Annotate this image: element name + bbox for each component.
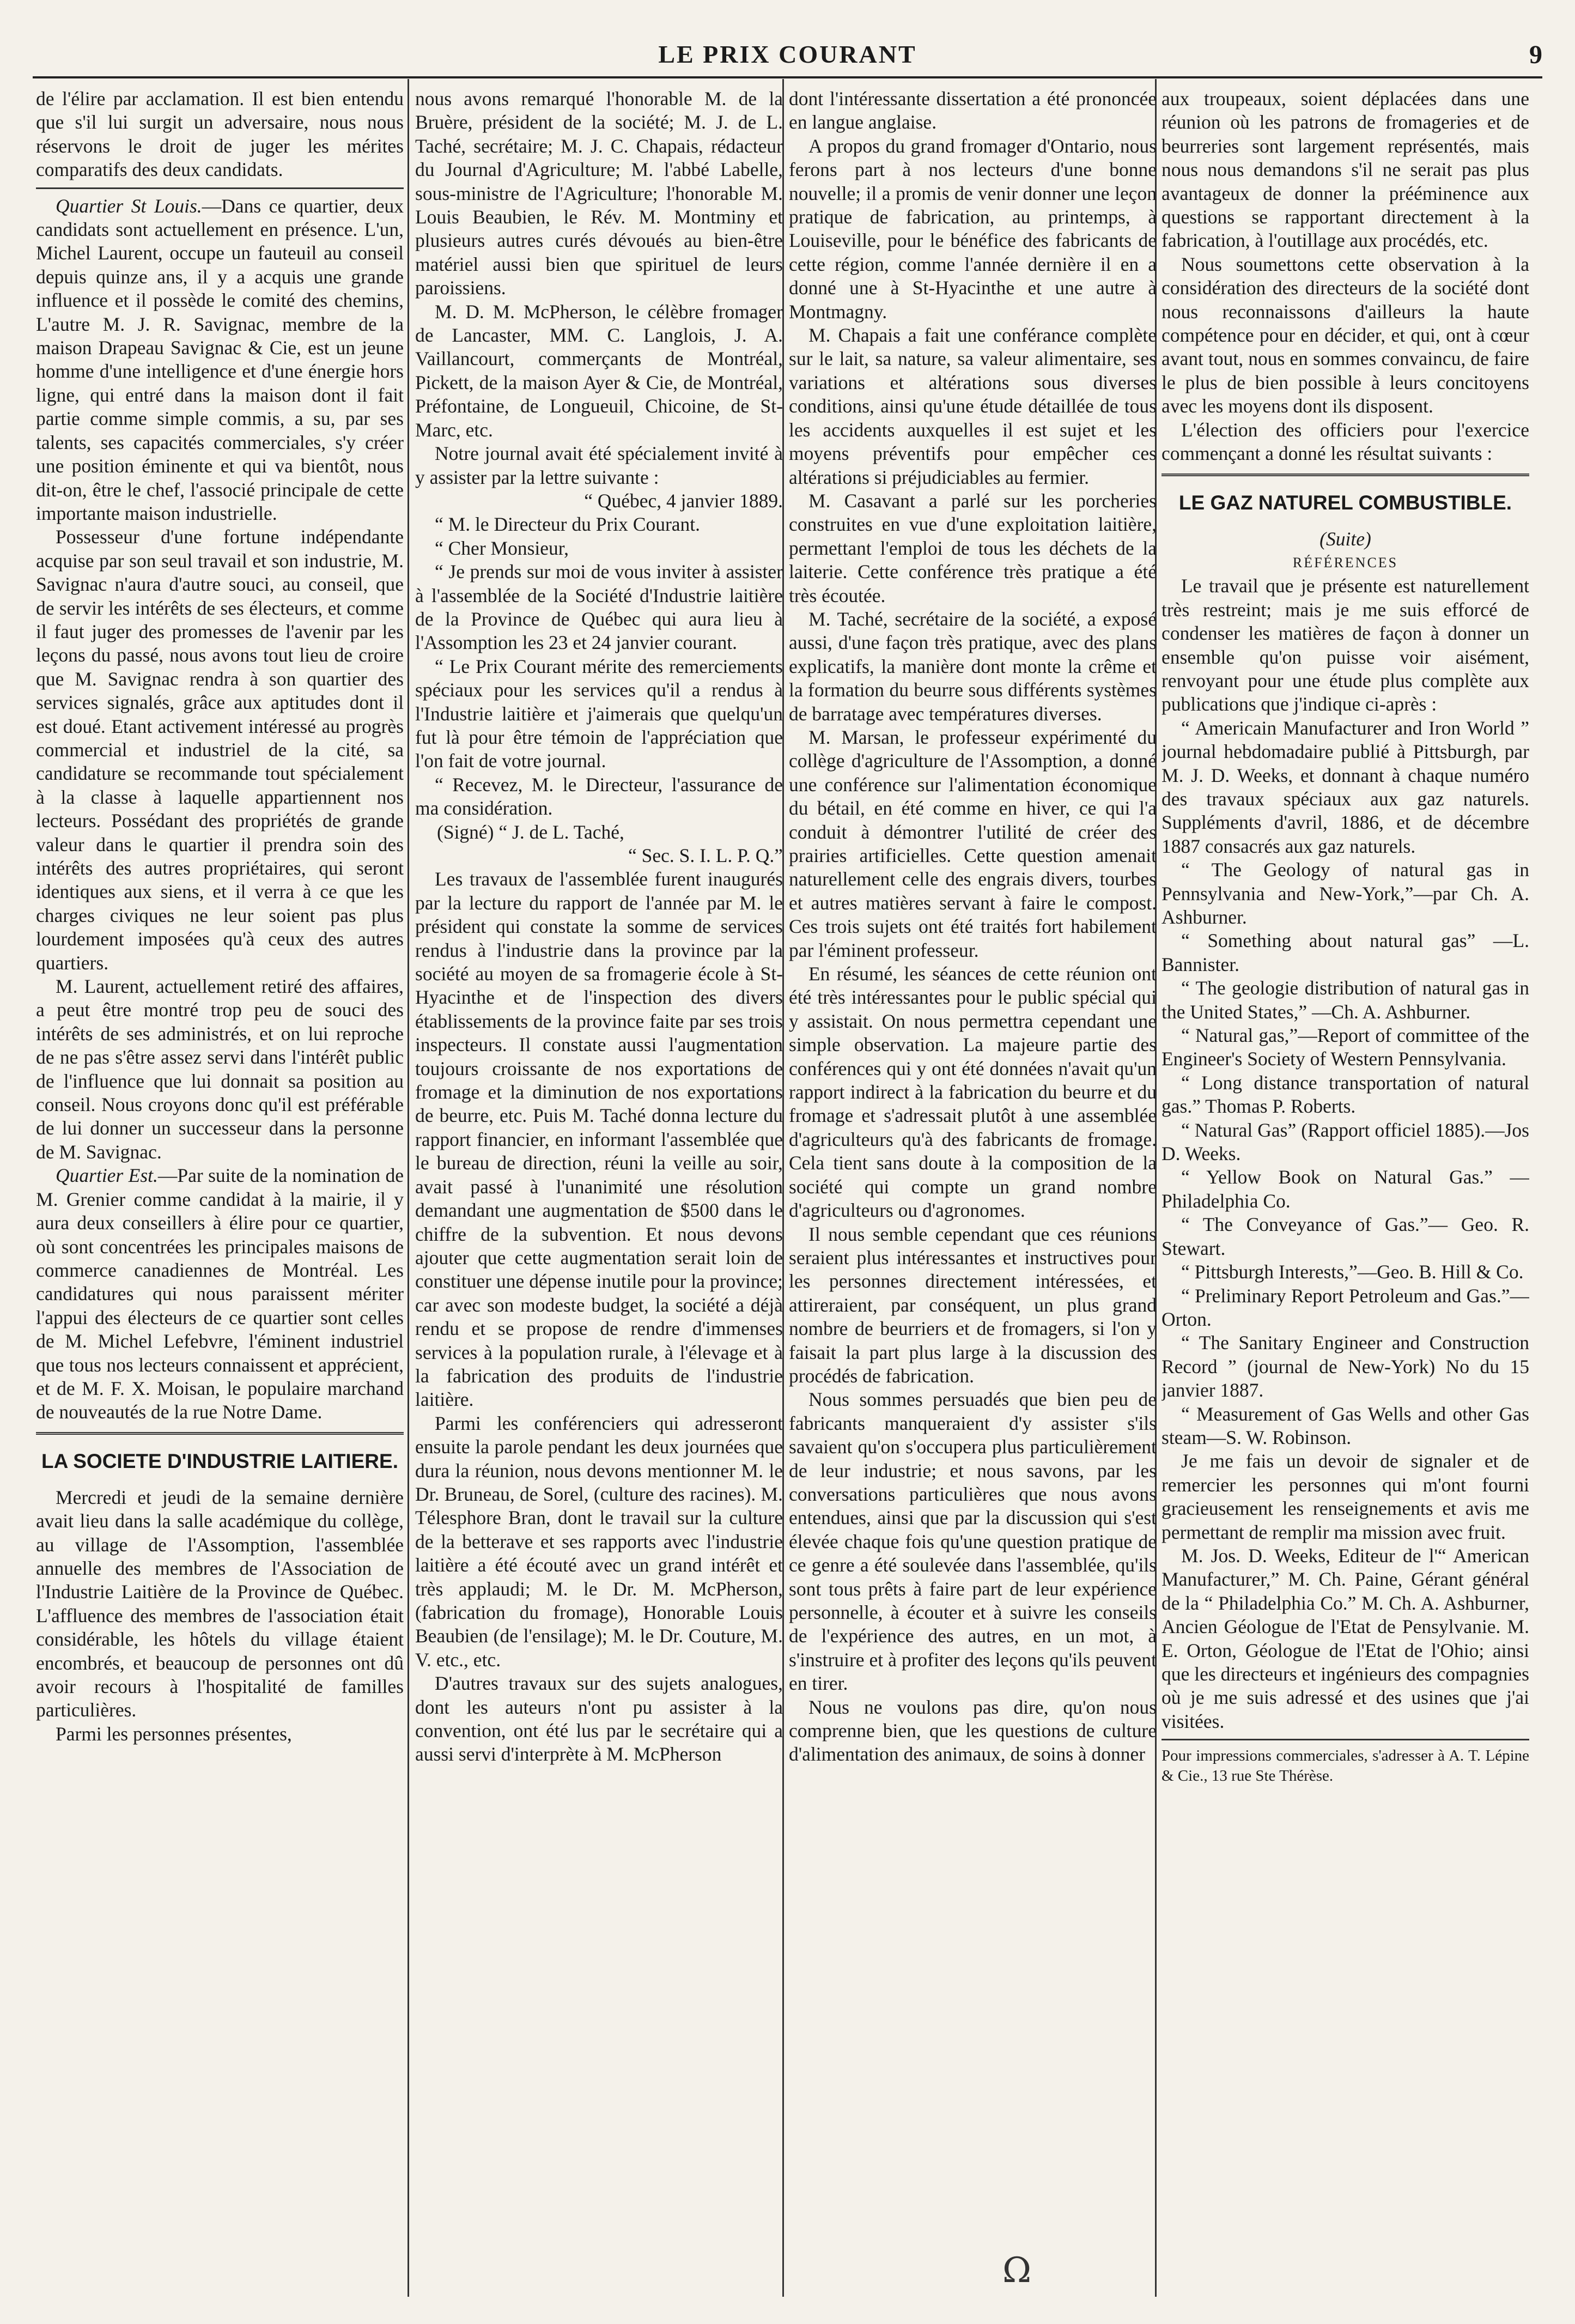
divider <box>36 187 404 189</box>
paragraph <box>36 1164 404 1424</box>
paragraph: Le travail que je présente est naturellement très restreint; mais je me suis efforcé de condenser les matières de façon à donner un ensemble qu'on puisse voir aisément, renvoyant pour une étude plus complète aux publications que j'indique ci-après : <box>1162 575 1529 715</box>
paragraph: Nous ne voulons pas dire, qu'on nous comprenne bien, que les questions de culture d'alimentation des animaux, de soins à donner <box>789 1696 1157 1765</box>
paragraph: D'autres travaux sur des sujets analogues, dont les auteurs n'ont pu assister à la convention, ont été lus par le secrétaire qui a aussi servi d'interprète à M. McPherson <box>415 1672 783 1765</box>
paragraph: nous avons remarqué l'honorable M. de la Bruère, président de la société; M. J. de L. Taché, secrétaire; M. J. C. Chapais, rédacteur du Journal d'Agriculture; M. l'abbé Labelle, sous-ministre de l'Agriculture; l'honorable M. Louis Beaubien, le Rév. M. Montminy et plusieurs autres curés dévoués au bien-être matériel aussi bien que spirituel de leurs paroissiens. <box>415 88 783 299</box>
paragraph: Il nous semble cependant que ces réunions seraient plus intéressantes et instructives pour les personnes directement intéressées, et attireraient, par conséquent, un plus grand nombre de beurriers et de fromagers, si l'on y faisait la part plus large à la discussion des procédés de fabrication. <box>789 1223 1157 1387</box>
paragraph: M. Jos. D. Weeks, Editeur de l'“ American Manufacturer,” M. Ch. Paine, Gérant général de la “ Philadelphia Co.” M. Ch. A. Ashburner, Ancien Géologue de l'Etat de Pensylvanie. M. E. Orton, Géologue de l'Etat de l'Ohio; ainsi que les directeurs et ingénieurs des compagnies où je me suis adressé et des usines que j'ai visitées. <box>1162 1544 1529 1732</box>
paragraph: Parmi les personnes présentes, <box>56 1722 292 1745</box>
paragraph: Parmi les conférenciers qui adresseront ensuite la parole pendant les deux journées que dura la réunion, nous devons mentionner M. le Dr. Bruneau, de Sorel, (culture des racines). M. Télesphore Bran, dont le travail sur la culture de la betterave et ses rapports avec l'industrie laitière a été écouté avec un grand intérêt et très applaudi; M. le Dr. M. McPherson, (fabrication du fromage), Honorable Louis Beaubien (de l'ensilage); M. le Dr. Couture, M. V. etc., etc. <box>415 1412 783 1671</box>
paragraph <box>36 195 404 526</box>
paragraph: Notre journal avait été spécialement invité à y assister par la lettre suivante : <box>415 442 783 488</box>
advertisement: Pour impressions commerciales, s'adresser à A. T. Lépine & Cie., 13 rue Ste Thérèse. <box>1162 1747 1529 1785</box>
reference-item: “ Americain Manufacturer and Iron World ” journal hebdomadaire publié à Pittsburgh, par M. J. D. Weeks, et donnant à chaque numéro des travaux spéciaux aux gaz naturels. Suppléments d'avril, 1886, et de décembre 1887 consacrés aux gaz naturels. <box>1162 717 1529 857</box>
reference-item: “ The Sanitary Engineer and Construction Record ” (journal de New-York) No du 15 janvier 1887. <box>1162 1332 1529 1401</box>
reference-item: “ The Geology of natural gas in Pennsylvania and New-York,”—par Ch. A. Ashburner. <box>1162 859 1529 928</box>
paragraph: M. Casavant a parlé sur les porcheries construites en vue d'une exploitation laitière, permettant l'emploi de tous les déchets de la laiterie. Cette conférence très pratique a été très écoutée. <box>789 489 1157 606</box>
letter-line: “ Recevez, M. le Directeur, l'assurance de ma considération. <box>415 773 783 820</box>
paragraph: M. Taché, secrétaire de la société, a exposé aussi, d'une façon très pratique, avec des plans explicatifs, la manière dont monte la crême et la formation du beurre sous différents systèmes de barratage avec températures diverses. <box>789 608 1157 725</box>
column-3 <box>789 87 1157 2283</box>
reference-item: “ Natural Gas” (Rapport officiel 1885).—Jos D. Weeks. <box>1162 1119 1529 1165</box>
article-separator <box>1162 474 1529 476</box>
letter-signature: “ Sec. S. I. L. P. Q.” <box>628 845 783 866</box>
letter-date: “ Québec, 4 janvier 1889. <box>584 489 783 512</box>
letter-line: “ Je prends sur moi de vous inviter à assister à l'assemblée de la Société d'Industrie laitière de la Province de Québec qui aura lieu à l'Assomption les 23 et 24 janvier courant. <box>415 561 783 654</box>
reference-item: “ Yellow Book on Natural Gas.” —Philadelphia Co. <box>1162 1166 1529 1212</box>
paragraph: Je me fais un devoir de signaler et de remercier les personnes qui m'ont fourni gracieusement les renseignements et avis me permettant de remplir ma mission avec fruit. <box>1162 1450 1529 1543</box>
masthead-title: LE PRIX COURANT <box>658 40 917 68</box>
column-2 <box>415 87 783 2283</box>
reference-item: “ The geologie distribution of natural gas in the United States,” —Ch. A. Ashburner. <box>1162 977 1529 1023</box>
paragraph: Les travaux de l'assemblée furent inaugurés par la lecture du rapport de l'année par M. le président qui constate la somme de services rendus à l'industrie dans la province par la société au moyen de sa fromagerie école à St-Hyacinthe et de l'inspection des divers établissements de la province faite par ses trois inspecteurs. Il constate aussi l'augmentation toujours croissante de nos exportations de fromage et la diminution de nos exportations de beurre, etc. Puis M. Taché donna lecture du rapport financier, en informant l'assemblée que le bureau de direction, réuni la veille au soir, avait passé à l'unanimité une résolution demandant une augmentation de $500 dans le chiffre de la subvention. Et nous devons ajouter que cette augmentation serait loin de constituer une dépense inutile pour la province; car avec son modeste budget, la société a déjà rendu et se propose de rendre d'immenses services à la population rurale, à l'élevage et à la fabrication des produits de l'industrie laitière. <box>415 868 783 1411</box>
paragraph: Mercredi et jeudi de la semaine dernière avait lieu dans la salle académique du collège, au village de l'Assomption, l'assemblée annuelle des membres de l'Association de l'Industrie Laitière de la Province de Québec. L'affluence des membres de l'association était considérable, les hôtels du village étaient encombrés, et beaucoup de personnes ont dû avoir recours à l'hospitalité de familles particulières. <box>36 1486 404 1721</box>
section-label: Quartier St Louis. <box>56 195 202 217</box>
paragraph: Nous soumettons cette observation à la considération des directeurs de la société dont nous reconnaissons d'ailleurs la haute compétence pour en décider, et qui, ont à cœur avant tout, nous en sommes convaincu, de faire le plus de bien possible à leurs concitoyens avec les moyens dont ils disposent. <box>1162 253 1529 417</box>
letter-signature: (Signé) “ J. de L. Taché, <box>437 821 624 843</box>
paragraph: M. D. M. McPherson, le célèbre fromager de Lancaster, MM. C. Langlois, J. A. Vaillancourt, commerçants de Montréal, Pickett, de la maison Ayer & Cie, de Montréal, Préfontaine, de Longueuil, Chicoine, de St-Marc, etc. <box>415 300 783 441</box>
paragraph: aux troupeaux, soient déplacées dans une réunion où les patrons de fromageries et de beurreries sont largement représentés, mais nous nous demandons s'il ne serait pas plus avantageux de donner la prééminence aux questions se rapportant directement à la fabrication, à l'outillage aux procédés, etc. <box>1162 88 1529 252</box>
reference-item: “ Long distance transportation of natural gas.” Thomas P. Roberts. <box>1162 1071 1529 1118</box>
references-label: RÉFÉRENCES <box>1292 554 1398 571</box>
paragraph: dont l'intéressante dissertation a été prononcée en langue anglaise. <box>789 88 1157 134</box>
reference-item: “ Pittsburgh Interests,”—Geo. B. Hill & Co. <box>1181 1261 1524 1283</box>
page-number: 9 <box>1529 40 1542 69</box>
page-header <box>33 30 1542 68</box>
paragraph-text: —Dans ce quartier, deux candidats sont actuellement en présence. L'un, Michel Laurent, occupe un fauteuil au conseil depuis quinze ans, il y a acquis une grande influence et il possède le comité des chemins, L'autre M. J. R. Savignac, membre de la maison Drapeau Savignac & Cie, est un jeune homme d'une intelligence et d'une énergie hors ligne, qui entré dans la maison dont il fait partie comme simple commis, a su, par ses talents, ses capacités commerciales, s'y créer une position éminente et qui va bientôt, nous dit-on, être le chef, l'associé principale de cette importante maison industrielle. <box>36 195 404 524</box>
reference-item: “ Something about natural gas” —L. Bannister. <box>1162 930 1529 975</box>
header-rule <box>33 76 1542 78</box>
paragraph: M. Marsan, le professeur expérimenté du collège d'agriculture de l'Assomption, a donné une conférence sur l'alimentation économique du bétail, en été comme en hiver, ce qui l'a conduit à démontrer l'utilité de créer des prairies artificielles. Cette question amenait naturellement celle des engrais divers, tourbes et autres matières servant à faire le compost. Ces trois sujets ont été traités fort habilement par l'éminent professeur. <box>789 726 1157 961</box>
article-heading: LE GAZ NATUREL COMBUSTIBLE. <box>1178 491 1512 514</box>
reference-item: “ Measurement of Gas Wells and other Gas steam—S. W. Robinson. <box>1162 1403 1529 1448</box>
paragraph: L'élection des officiers pour l'exercice commençant a donné les résultat suivants : <box>1162 418 1529 465</box>
paragraph-text: —Par suite de la nomination de M. Grenier comme candidat à la mairie, il y aura deux conseillers à élire pour ce quartier, où sont concentrées les principales maisons de commerce canadiennes de Montréal. Les candidatures qui nous paraissent mériter l'appui des électeurs de ce quartier sont celles de M. Michel Lefebvre, l'éminent industriel que tous nos lecteurs connaissent et apprécient, et de M. F. X. Moisan, le populaire marchand de nouveautés de la rue Notre Dame. <box>36 1164 404 1423</box>
paragraph: de l'élire par acclamation. Il est bien entendu que s'il lui surgit un adversaire, nous nous réservons le droit de juger les mérites comparatifs des deux candidats. <box>36 88 404 181</box>
handwritten-mark: Ω <box>1002 2250 1032 2291</box>
letter-line: “ Le Prix Courant mérite des remerciements spéciaux pour les services qu'il a rendus à l'Industrie laitière et j'aimerais que quelqu'un fut là pour être témoin de l'appréciation que l'on fait de votre journal. <box>415 655 783 772</box>
paragraph: En résumé, les séances de cette réunion ont été très intéressantes pour le public spécial qui y assistait. On nous permettra cependant une simple observation. La majeure partie des conférences qui y ont été données n'avait qu'un rapport indirect à la fabrication du beurre et du fromage et s'adressait plutôt à une assemblée d'agriculteurs qu'à des fabricants de fromage. Cela tient sans doute à la composition de la société qui compte un grand nombre d'agriculteurs ou d'agronomes. <box>789 963 1157 1222</box>
section-label: Quartier Est. <box>56 1164 158 1187</box>
column-1 <box>36 87 404 2283</box>
article-subheading: (Suite) <box>1319 527 1371 550</box>
paragraph: M. Chapais a fait une conférance complète sur le lait, sa nature, sa valeur alimentaire, ses variations et altérations sous diverses conditions, ainsi qu'une étude détaillée de tous les accidents auxquelles il est sujet et les moyens préventifs pour empêcher ces altérations si préjudiciables au fermier. <box>789 324 1157 488</box>
divider <box>1162 1739 1529 1740</box>
letter-line: “ Cher Monsieur, <box>435 537 569 559</box>
letter-line: “ M. le Directeur du Prix Courant. <box>435 513 701 536</box>
column-4 <box>1162 87 1529 2283</box>
column-divider <box>408 79 409 2297</box>
article-separator <box>36 1432 404 1435</box>
paragraph: Possesseur d'une fortune indépendante acquise par son seul travail et son industrie, M. Savignac n'aura d'autre souci, au conseil, que de servir les intérêts de ses électeurs, et comme il faut juger des promesses de l'avenir par les leçons du passé, nous avons tout lieu de croire que M. Savignac rendra à son quartier des services signalés, grâce aux aptitudes dont il est doué. Etant activement intéressé au progrès commercial et industriel de la cité, sa candidature se recommande tout spécialement à la classe à laquelle appartiennent nos lecteurs. Possédant des propriétés de grande valeur dans le quartier il prendra soin des intérêts des autres propriétaires, qui seront identiques aux siens, et il verra à ce que les charges civiques ne leur soient pas plus lourdement imposées qu'à ceux des autres quartiers. <box>36 526 404 974</box>
paragraph: Nous sommes persuadés que bien peu de fabricants manqueraient d'y assister s'ils savaient qu'on s'occupera plus particulièrement de leur industrie; et nous savons, par les conversations particulières que nous avons entendues, ainsi que par la discussion qui s'est élevée chaque fois qu'une question pratique de ce genre a été soulevée dans l'assemblée, qu'ils sont tous prêts à faire part de leur expérience personnelle, à écouter et à suivre les conseils de l'expérience des autres, en un mot, à s'instruire et à profiter des leçons qu'ils peuvent en tirer. <box>789 1388 1157 1695</box>
reference-item: “ Preliminary Report Petroleum and Gas.”—Orton. <box>1162 1284 1529 1330</box>
reference-item: “ Natural gas,”—Report of committee of the Engineer's Society of Western Pennsylvania. <box>1162 1024 1529 1070</box>
paragraph: M. Laurent, actuellement retiré des affaires, a peut être montré trop peu de souci des intérêts de ses administrés, et on lui reproche de ne pas s'être assez servi dans l'intérêt public de l'influence que lui donnait sa position au conseil. Nous croyons donc qu'il est préférable de lui donner un successeur dans la personne de M. Savignac. <box>36 975 404 1163</box>
reference-item: “ The Conveyance of Gas.”— Geo. R. Stewart. <box>1162 1213 1529 1259</box>
paragraph: A propos du grand fromager d'Ontario, nous ferons part à nos lecteurs d'une bonne nouvelle; il a promis de venir donner une leçon pratique de fabrication, au printemps, à Louiseville, pour le bénéfice des fabricants de cette région, comme l'année dernière il en a donné une à St-Hyacinthe et une autre à Montmagny. <box>789 135 1157 323</box>
article-heading: LA SOCIETE D'INDUSTRIE LAITIERE. <box>41 1449 398 1472</box>
